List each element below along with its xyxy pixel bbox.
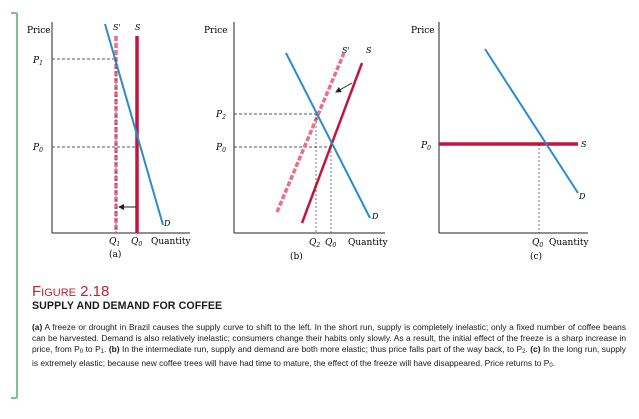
panel-c-p0: $P_0$: [421, 141, 431, 152]
figure-word: Figure: [32, 283, 76, 300]
panel-a-caption: (a): [109, 250, 122, 260]
panel-b-shift-arrow: [336, 83, 352, 92]
panel-b-y-label: Price: [204, 26, 228, 36]
panel-c-d-label: D: [579, 192, 586, 201]
caption-c-label: (c): [530, 343, 541, 354]
panel-c-q0: $Q_0$: [532, 238, 544, 249]
figure-title: [32, 283, 109, 300]
panel-a-d-label: D: [164, 219, 171, 228]
panel-b-s-shifted: [277, 53, 344, 212]
panel-c-s-label: S: [581, 140, 587, 149]
panel-a-q1: $Q_1$: [109, 237, 121, 248]
panel-a-p1: $P_1$: [33, 56, 43, 67]
panel-a-s-shifted-label: S': [113, 23, 121, 32]
panel-b-s-shifted-label: S': [342, 46, 350, 55]
panel-b-caption: (b): [290, 252, 303, 262]
panel-b-q0: $Q_0$: [325, 238, 337, 249]
panel-b-x-label: Quantity: [348, 238, 388, 248]
caption-a-text: A freeze or drought in Brazil causes the supply curve to shift to the left. In the short run, supply is completely inelastic; only a fixed number of coffee beans can be harvested. Demand is also relatively inelastic; consumers change their habits only slowly. As a result, the initial effect of the freeze is a sharp increase in price, from $P_0$ to $P_1$.: [32, 322, 626, 355]
panel-b-q2: $Q_2$: [309, 238, 321, 249]
panel-a-x-label: Quantity: [151, 237, 191, 247]
caption-b-text: In the intermediate run, supply and demand are both more elastic; thus price falls part of the way back, to $P_2$.: [119, 343, 531, 355]
panel-b-p0: $P_0$: [216, 143, 226, 154]
panel-a-y-label: Price: [27, 26, 51, 36]
panel-a-d: [105, 24, 163, 225]
caption-c-text: In the long run, supply is extremely elastic; because new coffee trees will have had time to mature, the effect of the freeze will have disappeared. Price returns to $P_0$.: [32, 343, 626, 369]
panel-b-d-label: D: [372, 212, 379, 221]
panel-c: [411, 22, 589, 262]
panel-c-x-label: Quantity: [549, 238, 589, 248]
figure-caption-body: [32, 322, 626, 372]
panel-b: [204, 22, 388, 262]
panel-c-y-label: Price: [411, 26, 435, 36]
caption-b-label: (b): [108, 343, 120, 354]
figure-subtitle: SUPPLY AND DEMAND FOR COFFEE: [32, 300, 223, 312]
panel-a-q0: $Q_0$: [131, 237, 143, 248]
panel-c-d: [485, 49, 578, 193]
panel-a-p0: $P_0$: [33, 143, 43, 154]
panel-b-p2: $P_2$: [216, 110, 226, 121]
figure-number: 2.18: [80, 283, 110, 300]
caption-a-label: (a): [32, 322, 43, 332]
panel-c-caption: (c): [530, 252, 543, 262]
panel-a-s-label: S: [135, 23, 141, 32]
panel-a: [27, 22, 191, 260]
panel-b-s-label: S: [366, 46, 372, 55]
